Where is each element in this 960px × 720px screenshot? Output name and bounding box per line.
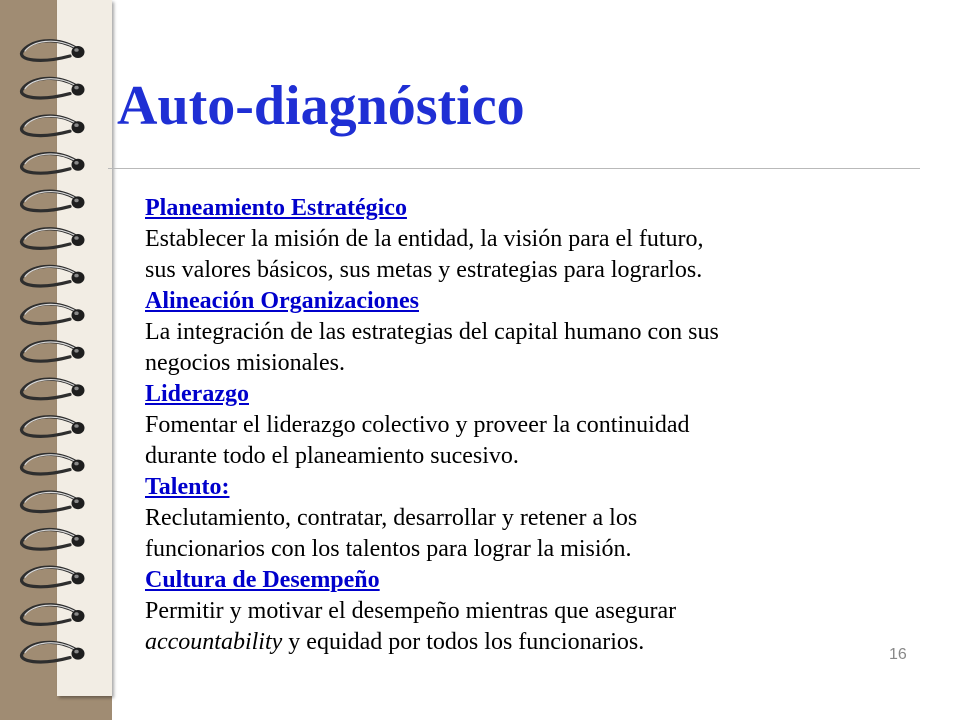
binding-ring-icon	[22, 116, 85, 136]
binding-ring-icon	[22, 379, 85, 399]
slide-content	[145, 193, 845, 658]
section-text-line: Permitir y motivar el desempeño mientras que asegurar	[145, 598, 677, 624]
section-text-line: Fomentar el liderazgo colectivo y proveer la continuidad	[145, 412, 690, 438]
section-text-line: durante todo el planeamiento sucesivo.	[145, 443, 519, 469]
section-heading-cultura: Cultura de Desempeño	[145, 567, 380, 593]
binding-ring-icon	[22, 266, 85, 286]
binding-ring-icon	[22, 605, 85, 625]
binding-ring-icon	[22, 567, 85, 587]
section-text-line: Reclutamiento, contratar, desarrollar y retener a los	[145, 505, 638, 531]
title-divider	[108, 168, 920, 169]
section-text-rest: y equidad por todos los funcionarios.	[282, 629, 645, 655]
section-text-line: Establecer la misión de la entidad, la visión para el futuro,	[145, 226, 704, 252]
slide-title: Auto-diagnóstico	[117, 75, 525, 137]
section-heading-alineacion: Alineación Organizaciones	[145, 288, 419, 314]
italic-term: accountability	[145, 629, 283, 655]
binding-ring-icon	[22, 41, 85, 61]
binding-ring-icon	[22, 154, 85, 174]
section-text-line	[145, 627, 845, 658]
binding-ring-icon	[22, 78, 85, 98]
page-number: 16	[889, 646, 907, 663]
section-cultura	[145, 565, 845, 658]
binding-ring-icon	[22, 229, 85, 249]
section-heading-talento: Talento:	[145, 474, 230, 500]
binding-ring-icon	[22, 454, 85, 474]
binding-ring-icon	[22, 492, 85, 512]
binding-ring-icon	[22, 530, 85, 550]
spiral-binding-icon	[0, 0, 112, 720]
section-heading-planeamiento: Planeamiento Estratégico	[145, 195, 407, 221]
binding-ring-icon	[22, 191, 85, 211]
section-text-line: funcionarios con los talentos para lograr la misión.	[145, 536, 632, 562]
binding-ring-icon	[22, 342, 85, 362]
section-text-line: negocios misionales.	[145, 350, 345, 376]
section-liderazgo	[145, 379, 845, 472]
section-talento	[145, 472, 845, 565]
section-heading-liderazgo: Liderazgo	[145, 381, 249, 407]
section-text-line: La integración de las estrategias del capital humano con sus	[145, 319, 719, 345]
section-text-line: sus valores básicos, sus metas y estrategias para lograrlos.	[145, 257, 703, 283]
section-planeamiento	[145, 193, 845, 286]
binding-ring-icon	[22, 417, 85, 437]
binding-ring-icon	[22, 642, 85, 662]
section-alineacion	[145, 286, 845, 379]
binding-ring-icon	[22, 304, 85, 324]
